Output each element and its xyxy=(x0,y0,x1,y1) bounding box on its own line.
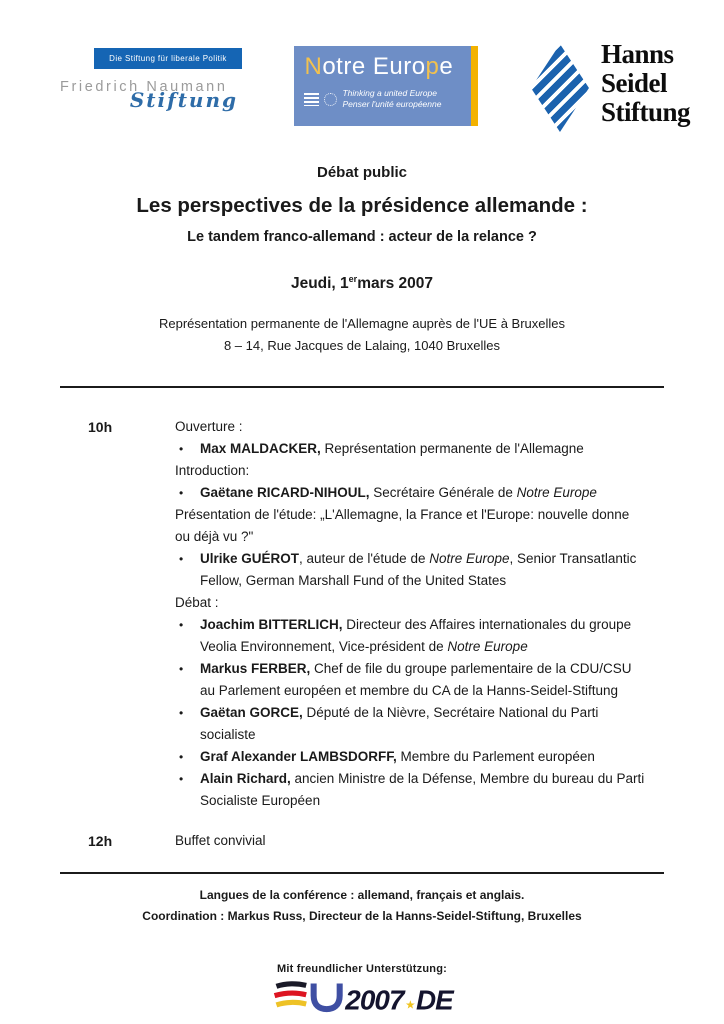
agenda xyxy=(60,416,664,852)
agenda-speaker-guerot: • Ulrike GUÉROT, auteur de l'étude de Notre Europe, Senior Transatlantic Fellow, German Marshall Fund of the United States xyxy=(175,548,647,592)
event-date xyxy=(0,274,724,293)
wordmark-part: otre Euro xyxy=(322,53,426,80)
date-suffix: mars 2007 xyxy=(357,275,434,293)
eu2007-logo-wrap xyxy=(0,977,724,1023)
footer-languages: Langues de la conférence : allemand, français et anglais. xyxy=(199,888,525,903)
support-note: Mit freundlicher Unterstützung: xyxy=(277,963,447,976)
lines-icon xyxy=(304,93,319,106)
notre-europe-tagline xyxy=(342,88,441,111)
fns-stiftung-word: Stiftung xyxy=(129,88,238,112)
date-prefix: Jeudi, 1 xyxy=(290,275,349,293)
eu-de-text: DE xyxy=(415,984,453,1016)
footer-notes xyxy=(0,885,724,927)
notre-europe-logo xyxy=(294,46,478,126)
wordmark-part: e xyxy=(439,53,454,80)
venue-line-1: Représentation permanente de l'Allemagne auprès de l'UE à Bruxelles xyxy=(158,316,566,332)
notre-europe-wordmark xyxy=(304,55,467,79)
hanns-seidel-logo xyxy=(531,39,690,132)
event-type-heading: Débat public xyxy=(316,164,407,181)
agenda-slot-body xyxy=(175,830,647,852)
agenda-speaker-maldacker: • Max MALDACKER, Représentation permanente de l'Allemagne xyxy=(175,438,647,460)
eu-star-icon xyxy=(406,1001,415,1009)
wordmark-part: N xyxy=(304,53,323,80)
fns-name: Friedrich Naumann xyxy=(60,79,228,95)
fns-banner: Die Stiftung für liberale Politik xyxy=(94,48,242,69)
date-ordinal: er xyxy=(348,274,358,284)
agenda-speaker-lambsdorff: • Graf Alexander LAMBSDORFF, Membre du Parlement européen xyxy=(175,746,647,768)
hss-wordmark xyxy=(601,40,690,127)
wordmark-part: p xyxy=(425,53,440,80)
friedrich-naumann-logo xyxy=(60,44,242,112)
eu-e-flag-stripes-icon xyxy=(275,984,307,1005)
agenda-heading-introduction: Introduction: xyxy=(175,463,250,479)
divider-line-top xyxy=(60,386,664,388)
event-subtitle: Le tandem franco-allemand : acteur de la relance ? xyxy=(187,229,537,245)
tagline-en: Thinking a united Europe xyxy=(342,88,437,98)
hss-diamond-icon xyxy=(531,44,589,132)
agenda-speaker-ferber: • Markus FERBER, Chef de file du groupe parlementaire de la CDU/CSU au Parlement européen et membre du CA de la Hanns-Seidel-Stiftung xyxy=(175,658,647,702)
logo-row xyxy=(0,0,724,132)
star-circle-icon xyxy=(324,93,337,106)
notre-europe-tagline-row xyxy=(304,88,467,111)
eu-u-glyph xyxy=(314,984,340,1010)
agenda-heading-ouverture: Ouverture : xyxy=(175,419,243,435)
agenda-time: 12h xyxy=(88,833,113,850)
footer-coordination: Coordination : Markus Russ, Directeur de la Hanns-Seidel-Stiftung, Bruxelles xyxy=(142,909,582,924)
agenda-study-presentation: Présentation de l'étude: „L'Allemagne, la France et l'Europe: nouvelle donne ou déjà vu ?" xyxy=(175,507,630,545)
hss-line: Hanns xyxy=(600,39,674,69)
agenda-speaker-ricard-nihoul: • Gaëtane RICARD-NIHOUL, Secrétaire Générale de Notre Europe xyxy=(175,482,647,504)
agenda-slot-10h xyxy=(60,416,664,812)
agenda-speaker-richard: • Alain Richard, ancien Ministre de la Défense, Membre du bureau du Parti Socialiste Européen xyxy=(175,768,647,812)
agenda-speaker-bitterlich: • Joachim BITTERLICH, Directeur des Affaires internationales du groupe Veolia Environnement, Vice-président de Notre Europe xyxy=(175,614,647,658)
eu2007-logo xyxy=(269,977,455,1018)
hss-line: Seidel xyxy=(600,67,667,98)
hss-line: Stiftung xyxy=(600,96,690,127)
event-venue xyxy=(0,313,724,357)
divider-line-bottom xyxy=(60,872,664,874)
venue-line-2: 8 – 14, Rue Jacques de Lalaing, 1040 Bruxelles xyxy=(223,338,501,354)
event-title: Les perspectives de la présidence allemande : xyxy=(136,194,588,217)
agenda-slot-body xyxy=(175,416,647,812)
tagline-fr: Penser l'unité européenne xyxy=(342,99,442,110)
agenda-buffet: Buffet convivial xyxy=(175,833,266,849)
agenda-speaker-gorce: • Gaëtan GORCE, Député de la Nièvre, Secrétaire National du Parti socialiste xyxy=(175,702,647,746)
agenda-time: 10h xyxy=(88,419,113,436)
agenda-slot-12h xyxy=(60,830,664,852)
eu-year-text: 2007 xyxy=(345,984,404,1016)
agenda-heading-debat: Débat : xyxy=(175,595,219,611)
